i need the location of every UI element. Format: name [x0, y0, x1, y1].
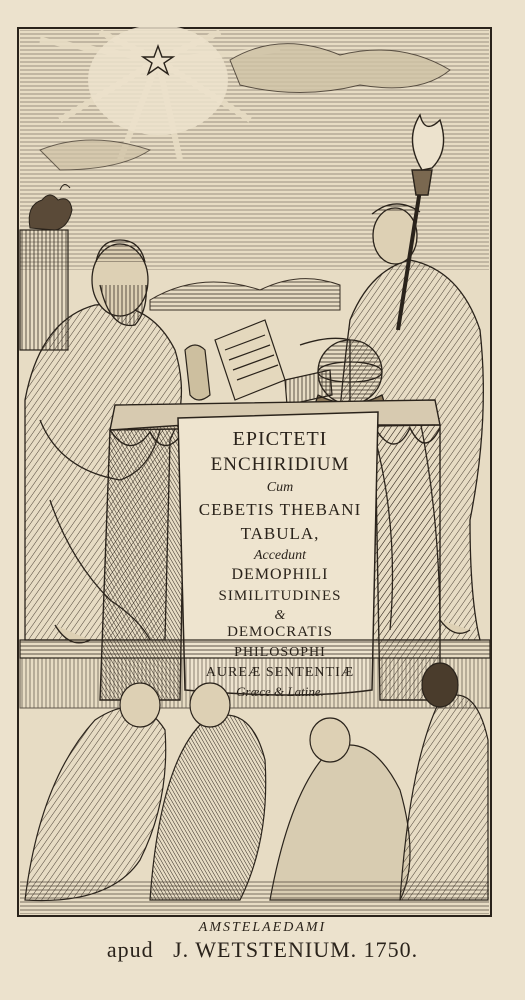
title-line-11: PHILOSOPHI: [234, 645, 326, 660]
title-line-3: Cum: [266, 480, 294, 495]
title-line-9: &: [274, 608, 286, 623]
title-line-10: DEMOCRATIS: [227, 624, 333, 640]
title-line-12: AUREÆ SENTENTIÆ: [205, 665, 355, 680]
title-line-5: TABULA,: [240, 524, 320, 543]
title-line-1: EPICTETI: [232, 428, 328, 450]
title-line-4: CEBETIS THEBANI: [198, 500, 362, 519]
title-line-7: DEMOPHILI: [231, 566, 329, 583]
title-line-2: ENCHIRIDIUM: [210, 454, 350, 475]
imprint-city: AMSTELAEDAMI: [198, 920, 327, 935]
title-line-6: Accedunt: [253, 548, 307, 563]
title-line-8: SIMILITUDINES: [218, 588, 342, 604]
title-line-13: Græce & Latine.: [236, 684, 324, 699]
imprint-publisher: apud J. WETSTENIUM. 1750.: [106, 937, 419, 962]
